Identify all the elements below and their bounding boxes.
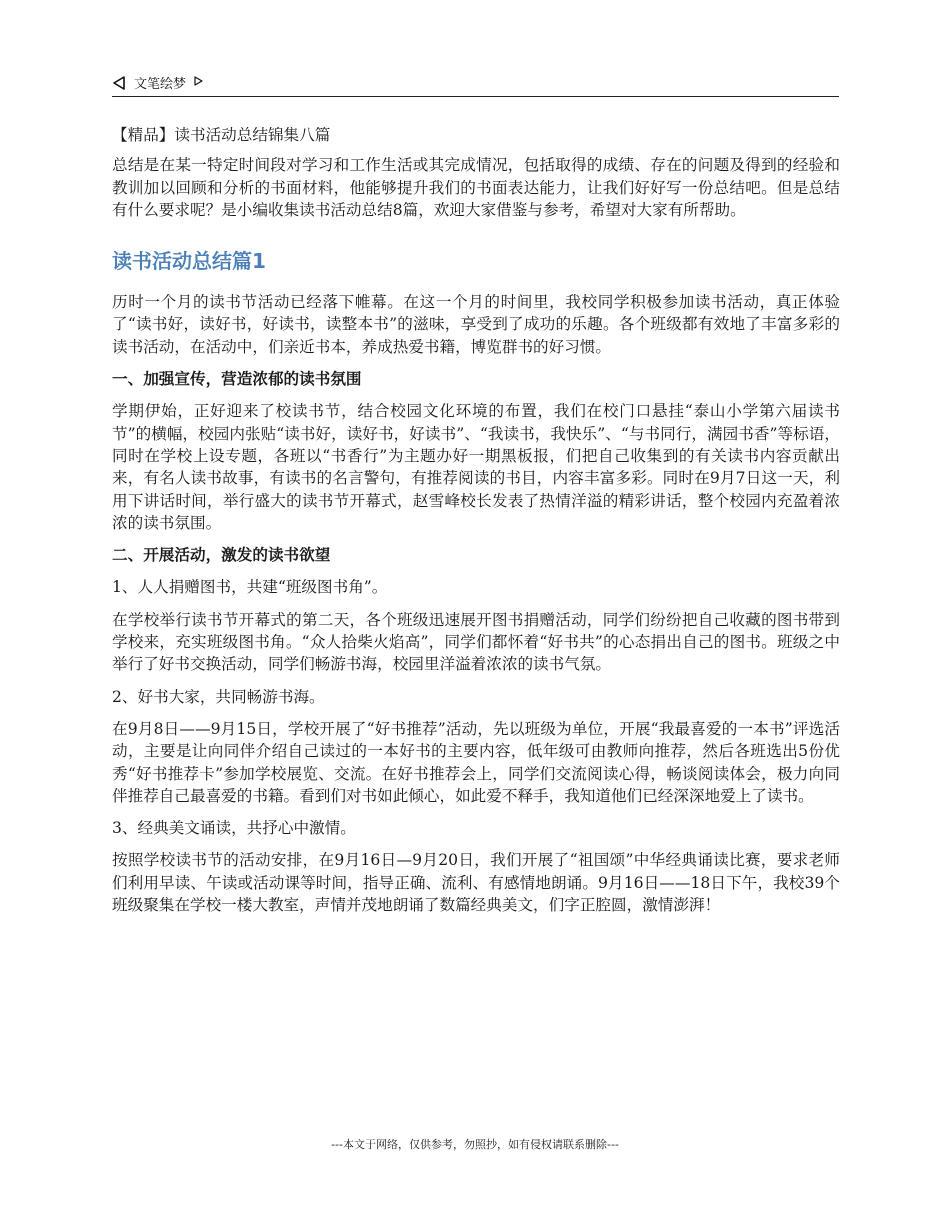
paragraph-2: 学期伊始，正好迎来了校读书节，结合校园文化环境的布置，我们在校门口悬挂“泰山小学第六届读书节”的横幅，校园内张贴“读书好，读好书，好读书”、“我读书，我快乐”、“与书同行，满园书香”等标语，同时在学校上设专题，各班以“书香行”为主题办好一期黑板报，们把自己收集到的有关读书内容贡献出来，有名人读书故事，有读书的名言警句，有推荐阅读的书目，内容丰富多彩。同时在9月7日这一天，利用下讲话时间，举行盛大的读书节开幕式，赵雪峰校长发表了热情洋溢的精彩讲话，整个校园内充盈着浓浓的读书氛围。 bbox=[112, 402, 840, 532]
brand bbox=[112, 73, 203, 92]
list-item-3: 3、经典美文诵读，共抒心中激情。 bbox=[112, 819, 356, 838]
document-title: 【精品】读书活动总结锦集八篇 bbox=[112, 126, 331, 144]
subheading-2: 二、开展活动，激发的读书欲望 bbox=[112, 545, 331, 565]
intro-paragraph: 总结是在某一特定时间段对学习和工作生活或其完成情况，包括取得的成绩、存在的问题及得到的经验和教训加以回顾和分析的书面材料，他能够提升我们的书面表达能力，让我们好好写一份总结吧。但是总结有什么要求呢？是小编收集读书活动总结8篇，欢迎大家借鉴与参考，希望对大家有所帮助。 bbox=[112, 156, 840, 219]
paragraph-5: 按照学校读书节的活动安排，在9月16日—9月20日，我们开展了“祖国颂”中华经典诵读比赛，要求老师们利用早读、午读或活动课等时间，指导正确、流利、有感情地朗诵。9月16日——18日下午，我校39个班级聚集在学校一楼大教室，声情并茂地朗诵了数篇经典美文，们字正腔圆，激情澎湃！ bbox=[112, 851, 840, 915]
list-item-1: 1、人人捐赠图书，共建“班级图书角”。 bbox=[112, 578, 388, 597]
triangle-right-icon bbox=[194, 76, 203, 86]
page-footer: ---本文于网络，仅供参考，勿照抄，如有侵权请联系删除--- bbox=[331, 1138, 619, 1151]
triangle-left-icon bbox=[112, 76, 126, 90]
paragraph-4: 在9月8日——9月15日，学校开展了“好书推荐”活动，先以班级为单位，开展“我最喜爱的一本书”评选活动，主要是让向同伴介绍自己读过的一本好书的主要内容，低年级可由教师向推荐，然后各班选出5份优秀“好书推荐卡”参加学校展览、交流。在好书推荐会上，同学们交流阅读心得，畅谈阅读体会，极力向同伴推荐自己最喜爱的书籍。看到们对书如此倾心，如此爱不释手，我知道他们已经深深地爱上了读书。 bbox=[112, 719, 841, 805]
list-item-2: 2、好书大家，共同畅游书海。 bbox=[112, 687, 325, 706]
subheading-1: 一、加强宣传，营造浓郁的读书氛围 bbox=[112, 369, 362, 389]
document-body bbox=[112, 124, 840, 926]
paragraph-3: 在学校举行读书节开幕式的第二天，各个班级迅速展开图书捐赠活动，同学们纷纷把自己收藏的图书带到学校来，充实班级图书角。“众人拾柴火焰高”，同学们都怀着“好书共”的心态捐出自己的图书。班级之中举行了好书交换活动，同学们畅游书海，校园里洋溢着浓浓的读书气氛。 bbox=[112, 610, 840, 674]
section-title: 读书活动总结篇1 bbox=[112, 249, 266, 274]
brand-label: 文笔绘梦 bbox=[134, 77, 187, 92]
page-header bbox=[112, 70, 839, 97]
paragraph-1: 历时一个月的读书节活动已经落下帷幕。在这一个月的时间里，我校同学积极参加读书活动，真正体验了“读书好，读好书，好读书，读整本书”的滋味，享受到了成功的乐趣。各个班级都有效地了丰富多彩的读书活动，在活动中，们亲近书本，养成热爱书籍，博览群书的好习惯。 bbox=[112, 293, 840, 356]
